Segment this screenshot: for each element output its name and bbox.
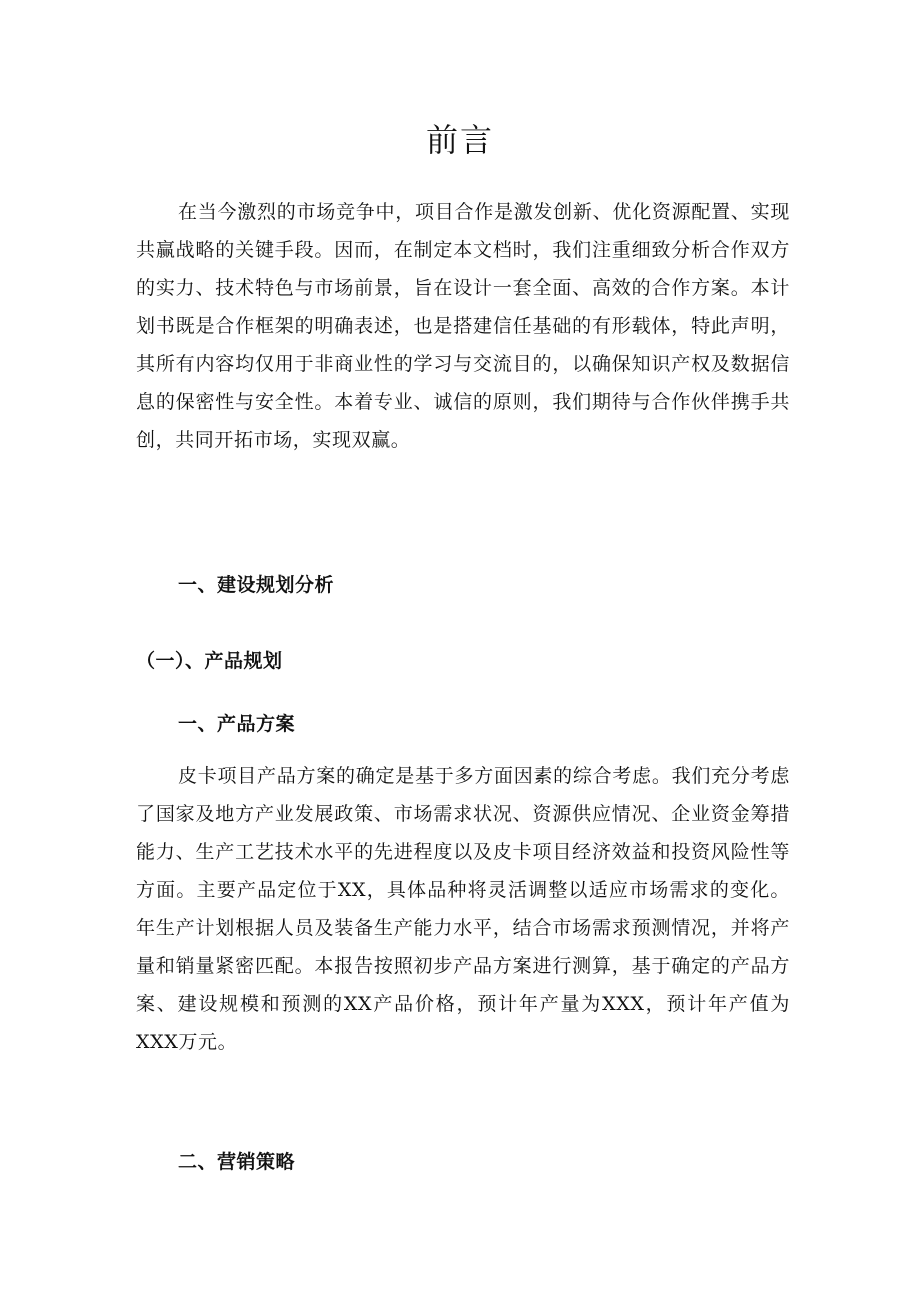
item-heading-marketing-strategy: 二、营销策略 [178,1151,296,1173]
subsection-heading-product-planning: （一）、产品规划 [136,650,283,672]
page-title: 前言 [425,121,494,159]
section-heading-construction-planning: 一、建设规划分析 [178,574,335,596]
intro-paragraph: 在当今激烈的市场竞争中，项目合作是激发创新、优化资源配置、实现共赢战略的关键手段。因而，在制定本文档时，我们注重细致分析合作双方的实力、技术特色与市场前景，旨在设计一套全面、高效的合作方案。本计划书既是合作框架的明确表述，也是搭建信任基础的有形载体，特此声明，其所有内容均仅用于非商业性的学习与交流目的，以确保知识产权及数据信息的保密性与安全性。本着专业、诚信的原则，我们期待与合作伙伴携手共创，共同开拓市场，实现双赢。 [136,201,790,451]
item-heading-product-plan: 一、产品方案 [178,713,296,735]
product-plan-paragraph: 皮卡项目产品方案的确定是基于多方面因素的综合考虑。我们充分考虑了国家及地方产业发展政策、市场需求状况、资源供应情况、企业资金筹措能力、生产工艺技术水平的先进程度以及皮卡项目经济效益和投资风险性等方面。主要产品定位于XX，具体品种将灵活调整以适应市场需求的变化。年生产计划根据人员及装备生产能力水平，结合市场需求预测情况，并将产量和销量紧密匹配。本报告按照初步产品方案进行测算，基于确定的产品方案、建设规模和预测的XX产品价格，预计年产量为XXX，预计年产值为XXX万元。 [136,765,790,1053]
